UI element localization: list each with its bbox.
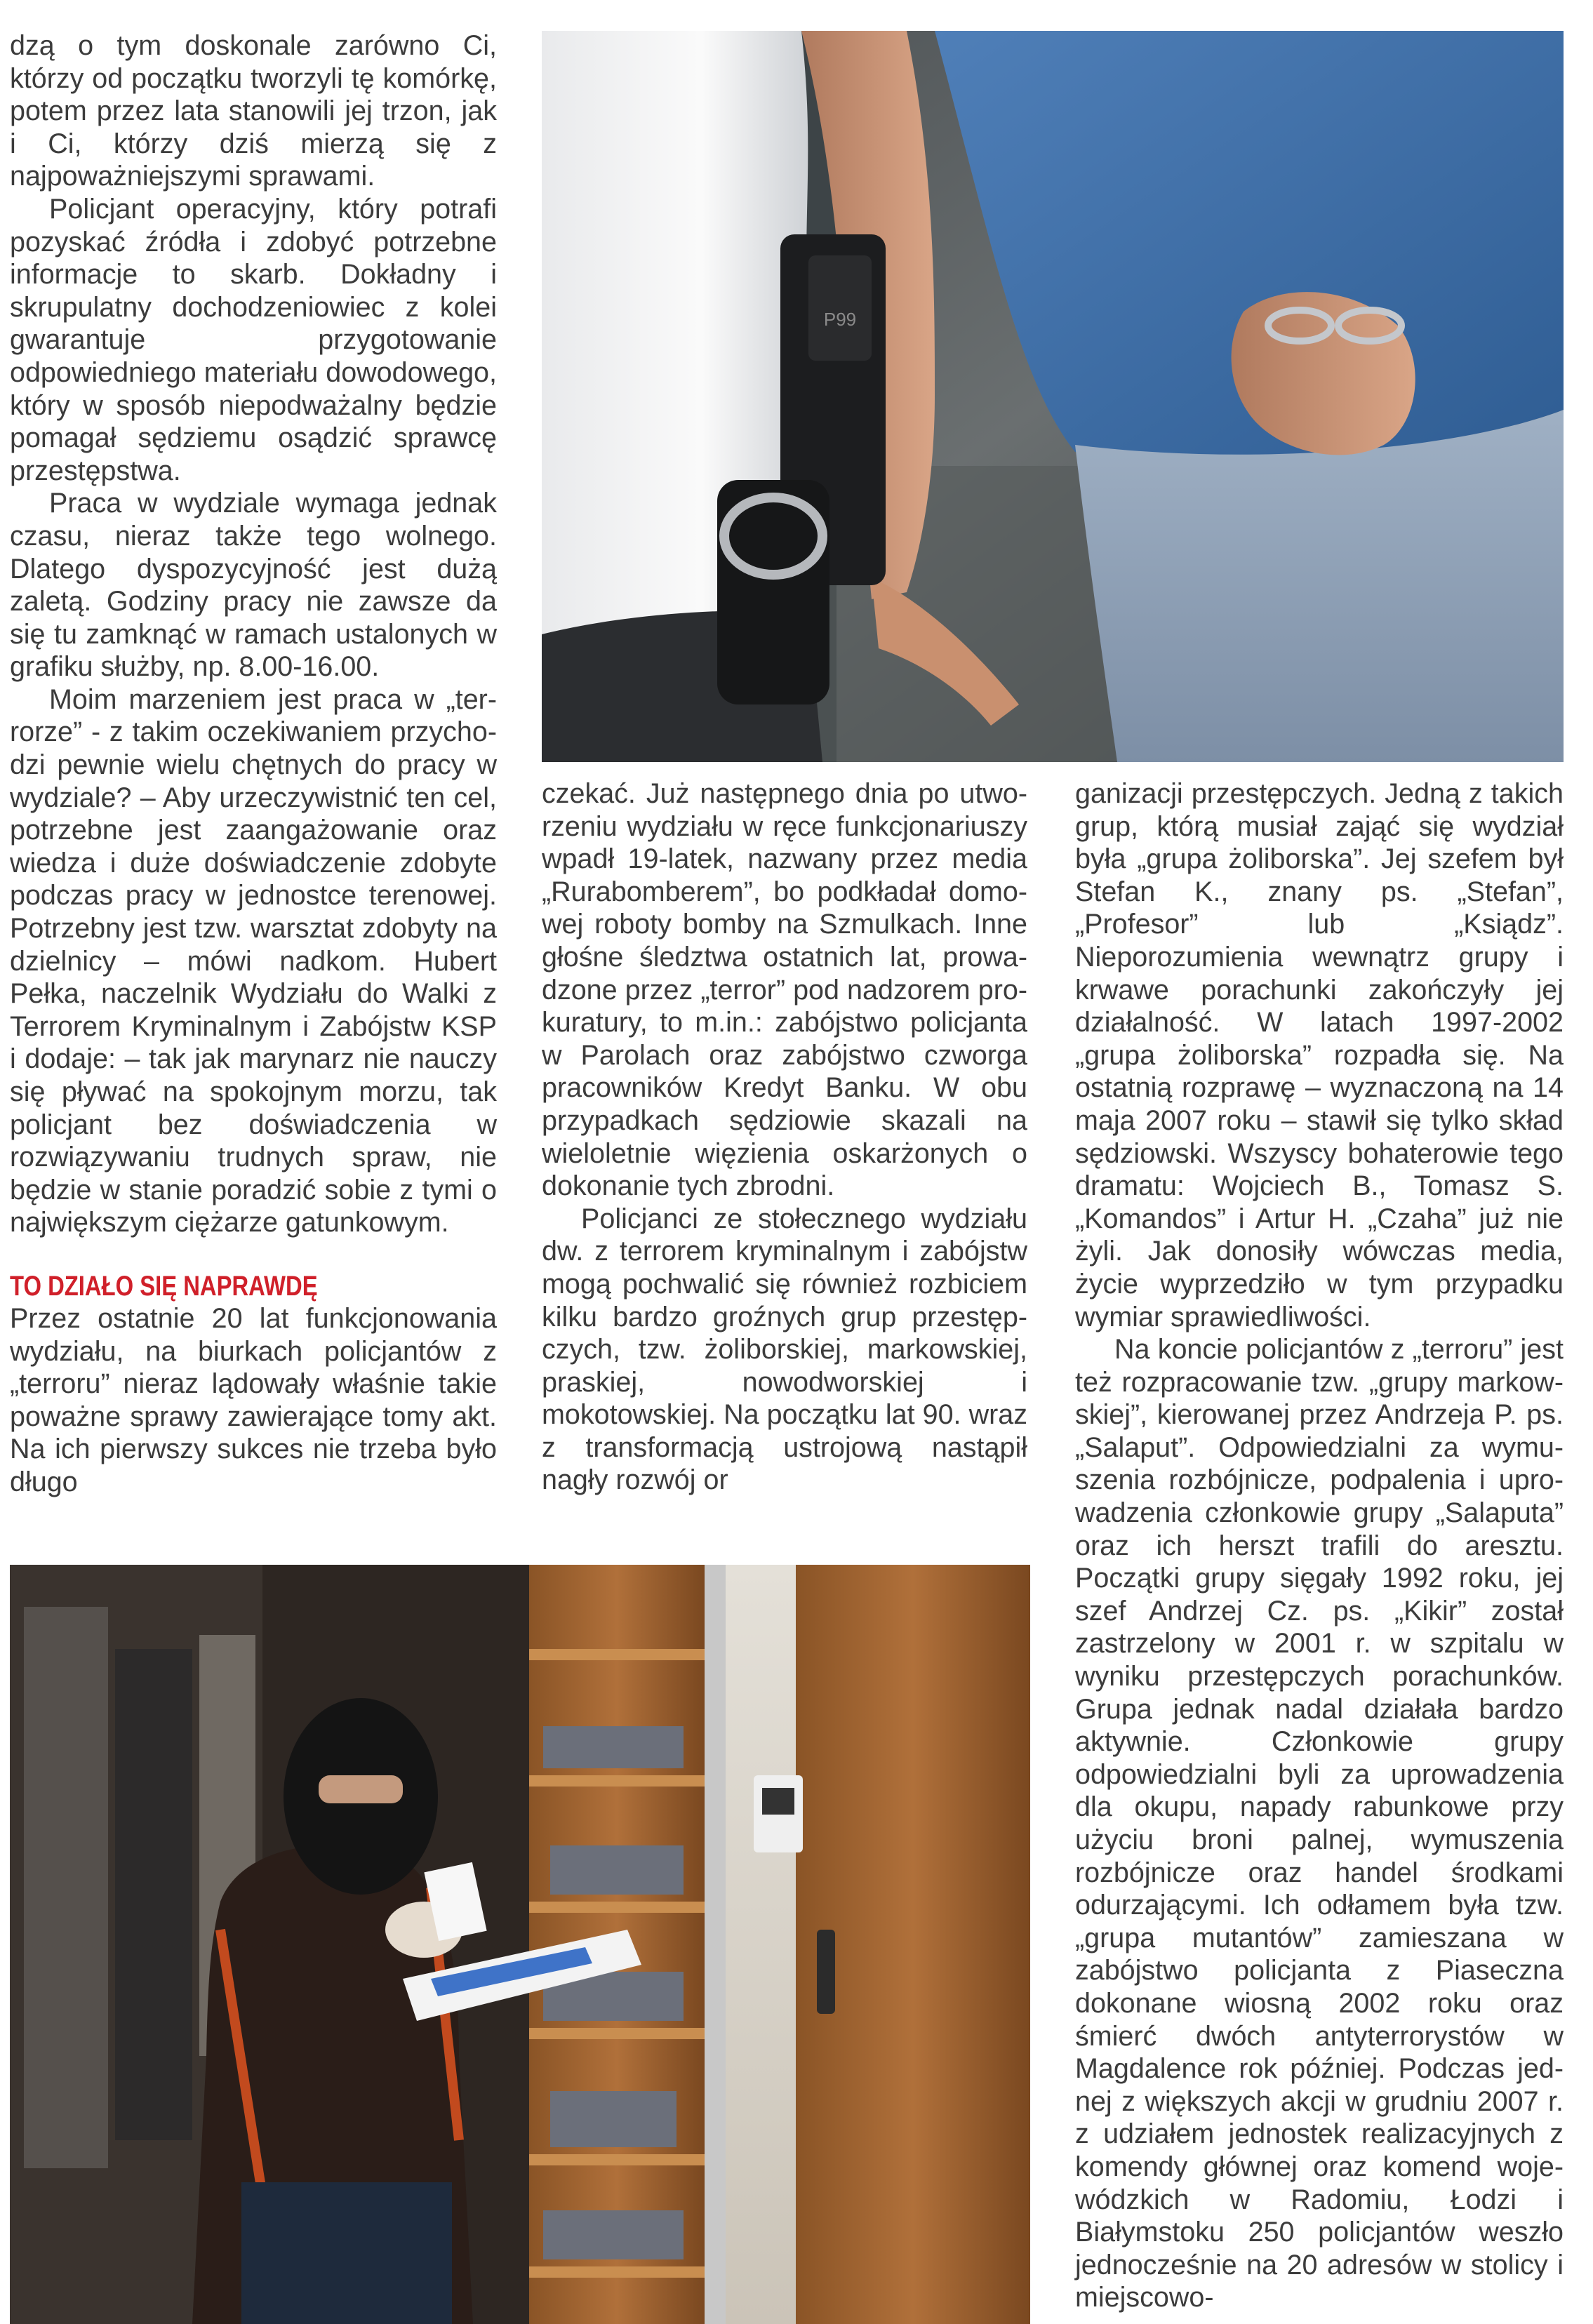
- photo-search: [10, 1565, 1030, 2324]
- photo-arrest: [542, 31, 1564, 762]
- paragraph: czekać. Już następnego dnia po utworzeniu wydziału w ręce funkcjonariuszy wpadł 19-latek, nazwany przez media „Rurabomberem”, bo podkładał domowej roboty bomby na Szmulkach. Inne głośne śledztwa ostatnich lat, prowadzone przez „terror” pod nadzorem prokuratury, to m.in.: zabójstwo policjanta w Parolach oraz zabójstwo czworga pracowników Kredyt Banku. W obu przypadkach sędziowie skazali na wieloletnie więzienia oskarżonych o dokonanie tych zbrodni.: [542, 778, 1027, 1202]
- paragraph: Praca w wydziale wymaga jednak czasu, nieraz także tego wolnego. Dlatego dyspozycyjność jest dużą zaletą. Godziny pracy nie zawsze da się tu zamknąć w ramach ustalonych w grafiku służby, np. 8.00-16.00.: [10, 488, 497, 683]
- section-heading: TO DZIAŁO SIĘ NAPRAWDĘ: [10, 1270, 318, 1302]
- svg-text:P99: P99: [823, 309, 857, 330]
- column-3: [1075, 777, 1564, 2318]
- paragraph: Policjanci ze stołecznego wydziału dw. z terrorem kryminalnym i zabójstw mogą pochwalić się również rozbiciem kilku bardzo groźnych grup przestępczych, tzw. żoliborskiej, markowskiej, praskiej, nowodworskiej i mokotowskiej. Na początku lat 90. wraz z transformacją ustrojową nastąpił nagły rozwój or: [542, 1203, 1027, 1496]
- arrest-photo-icon: [542, 31, 1564, 762]
- paragraph: Moim marzeniem jest praca w „terrorze” - z takim oczekiwaniem przychodzi pewnie wielu chętnych do pracy w wydziale? – Aby urzeczywistnić ten cel, potrzebne jest zaangażowanie oraz wiedza i duże doświadczenie zdobyte podczas pracy w jednostce terenowej. Potrzebny jest tzw. warsztat zdobyty na dzielnicy – mówi nadkom. Hubert Pełka, naczelnik Wydziału do Walki z Terrorem Kryminalnym i Zabójstw KSP i dodaje: – tak jak marynarz nie nauczy się pływać na spokojnym morzu, tak policjant bez doświadczenia w rozwiązywaniu trudnych spraw, nie będzie w stanie poradzić sobie z tymi o największym ciężarze gatunkowym.: [10, 683, 497, 1238]
- paragraph: ganizacji przestępczych. Jedną z takich grup, którą musiał zająć się wydział była „grupa żoliborska”. Jej szefem był Stefan K., znany ps. „Stefan”, „Profesor” lub „Ksiądz”. Nieporozumienia wewnątrz grupy i krwawe porachunki zakończyły jej działalność. W latach 1997-2002 „grupa żoliborska” rozpadła się. Na ostatnią rozprawę – wyznaczoną na 14 maja 2007 roku – stawił się tylko skład sędziowski. Wszyscy bohaterowie tego dramatu: Wojciech B., Tomasz S. „Komandos” i Artur H. „Czaha” już nie żyli. Jak donosiły wówczas media, życie wyprzedziło w tym przypadku wymiar sprawiedliwości.: [1075, 778, 1564, 1333]
- search-photo-icon: [10, 1565, 1030, 2324]
- paragraph: dzą o tym doskonale zarówno Ci, którzy od początku tworzyli tę komórkę, potem przez lata stanowili jej trzon, jak i Ci, którzy dziś mierzą się z najpoważniejszymi sprawami.: [10, 30, 497, 192]
- paragraph: Przez ostatnie 20 lat funkcjonowania wydziału, na biurkach policjantów z „terroru” nieraz lądowały właśnie takie poważne sprawy zawierające tomy akt. Na ich pierwszy sukces nie trzeba było długo: [10, 1302, 497, 1497]
- paragraph: Policjant operacyjny, który potrafi pozyskać źródła i zdobyć potrzebne informacje to skarb. Dokładny i skrupulatny dochodzeniowiec z kolei gwarantuje przygotowanie odpowiedniego materiału dowodowego, który w sposób niepodważalny będzie pomagał sędziemu osądzić sprawcę przestępstwa.: [10, 193, 497, 486]
- column-1: [10, 29, 497, 1497]
- column-2: [542, 777, 1027, 1556]
- paragraph: Na koncie policjantów z „terroru” jest też rozpracowanie tzw. „grupy markowskiej”, kierowanej przez Andrzeja P. ps. „Salaput”. Odpowiedzialni za wymuszenia rozbójnicze, podpalenia i uprowadzenia członkowie grupy „Salaputa” oraz ich herszt trafili do aresztu. Początki grupy sięgały 1992 roku, jej szef Andrzej Cz. ps. „Kikir” został zastrzelony w 2001 r. w szpitalu w wyniku przestępczych porachunków. Grupa jednak nadal działała bardzo aktywnie. Członkowie grupy odpowiedzialni byli za uprowadzenia dla okupu, napady rabunkowe przy użyciu broni palnej, wymuszenia rozbójnicze oraz handel środkami odurzającymi. Ich odłamem była tzw. „grupa mutantów” zamieszana w zabójstwo policjanta z Piaseczna dokonane wiosną 2002 roku oraz śmierć dwóch antyterrorystów w Magdalence rok później. Podczas jednej z większych akcji w grudniu 2007 r. z udziałem jednostek realizacyjnych z komendy głównej oraz komend wojewódzkich w Radomiu, Łodzi i Białymstoku 250 policjantów weszło jednocześnie na 20 adresów w stolicy i miejscowo-: [1075, 1334, 1564, 2313]
